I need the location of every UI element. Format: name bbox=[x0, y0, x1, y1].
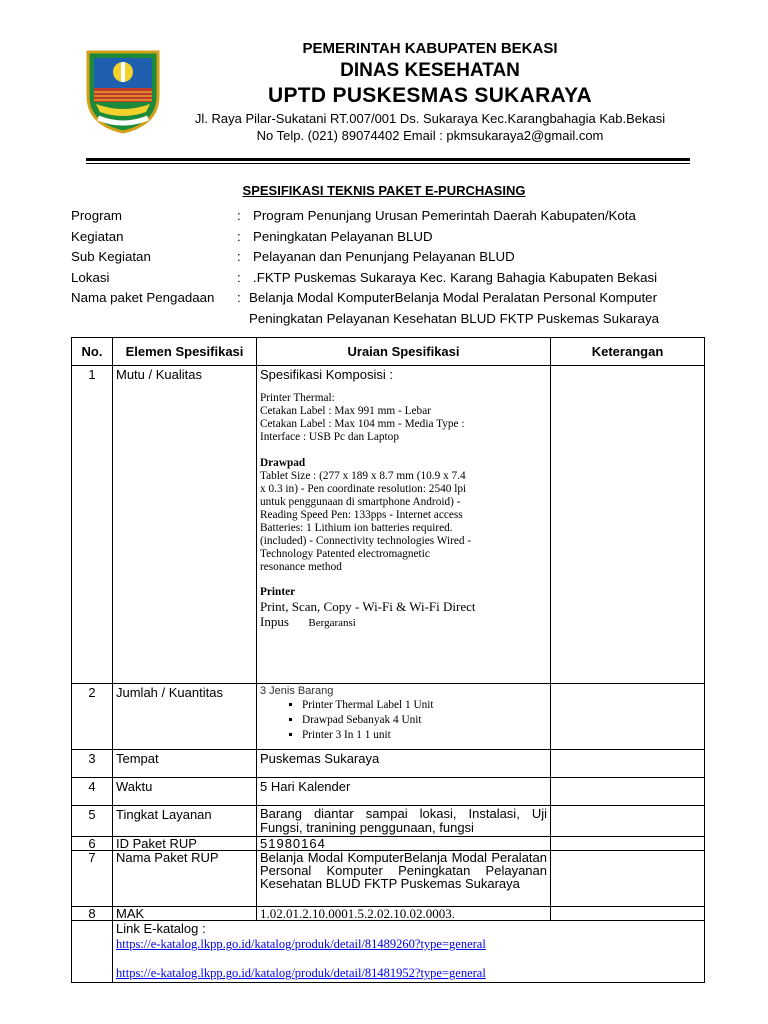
spec-line: Inpus bbox=[260, 614, 289, 629]
info-key: Lokasi bbox=[71, 269, 110, 285]
table-row bbox=[72, 684, 705, 750]
row-remarks bbox=[551, 778, 705, 806]
info-key: Kegiatan bbox=[71, 228, 124, 244]
row-description: 1.02.01.2.10.0001.5.2.02.10.02.0003. bbox=[257, 907, 551, 921]
info-row-sub-kegiatan: Sub Kegiatan : Pelayanan dan Penunjang Pelayanan BLUD bbox=[71, 249, 515, 264]
department-name: DINAS KESEHATAN bbox=[340, 60, 520, 81]
row-element: Tingkat Layanan bbox=[113, 806, 257, 837]
row-description bbox=[257, 684, 551, 750]
institution-name: UPTD PUSKESMAS SUKARAYA bbox=[268, 84, 592, 107]
info-key: Nama paket Pengadaan bbox=[71, 290, 215, 305]
row-element: Waktu bbox=[113, 778, 257, 806]
row-element: Tempat bbox=[113, 750, 257, 778]
row-number: 6 bbox=[72, 837, 113, 851]
col-header-no: No. bbox=[72, 338, 113, 366]
spec-line: Technology Patented electromagnetic bbox=[260, 548, 430, 560]
row-element: Nama Paket RUP bbox=[113, 851, 257, 907]
row-number: 4 bbox=[72, 778, 113, 806]
spec-intro: Spesifikasi Komposisi : bbox=[260, 367, 393, 382]
ekatalog-links bbox=[113, 921, 705, 983]
table-row bbox=[72, 837, 705, 851]
package-info bbox=[71, 208, 711, 331]
list-item: ▪ Drawpad Sebanyak 4 Unit bbox=[302, 713, 547, 728]
row-number: 7 bbox=[72, 851, 113, 907]
spec-line: Batteries: 1 Lithium ion batteries required. bbox=[260, 522, 453, 534]
info-value: Belanja Modal KomputerBelanja Modal Peralatan Personal Komputer bbox=[249, 290, 658, 305]
table-row bbox=[72, 921, 705, 983]
row-number: 5 bbox=[72, 806, 113, 837]
spec-line: Cetakan Label : Max 991 mm - Lebar bbox=[260, 405, 431, 417]
row-description: Belanja Modal KomputerBelanja Modal Peralatan Personal Komputer Peningkatan Pelayanan Kesehatan BLUD FKTP Puskemas Sukaraya bbox=[257, 851, 551, 907]
row-remarks bbox=[551, 851, 705, 907]
row-element: Mutu / Kualitas bbox=[113, 366, 257, 684]
printer-thermal-title: Printer Thermal bbox=[260, 392, 332, 404]
spec-line: resonance method bbox=[260, 561, 342, 573]
table-row bbox=[72, 907, 705, 921]
drawpad-title: Drawpad bbox=[260, 457, 306, 469]
spec-line: Print, Scan, Copy - Wi-Fi & Wi-Fi Direct bbox=[260, 599, 476, 614]
info-row-nama-paket-cont bbox=[71, 311, 711, 332]
info-key: Program bbox=[71, 208, 122, 223]
col-header-description: Uraian Spesifikasi bbox=[257, 338, 551, 366]
ekatalog-label: Link E-katalog : bbox=[116, 921, 206, 936]
header-rule-thin bbox=[86, 163, 690, 164]
row-element: ID Paket RUP bbox=[113, 837, 257, 851]
row-remarks bbox=[551, 366, 705, 684]
spec-line: Tablet Size : (277 x 189 x 8.7 mm (10.9 x 7.4 bbox=[260, 470, 466, 482]
table-row bbox=[72, 851, 705, 907]
info-value: Pelayanan dan Penunjang Pelayanan BLUD bbox=[253, 249, 515, 264]
document-title: SPESIFIKASI TEKNIS PAKET E-PURCHASING bbox=[242, 183, 526, 198]
table-row bbox=[72, 366, 705, 684]
row-description: 51980164 bbox=[257, 837, 551, 851]
row-number: 8 bbox=[72, 907, 113, 921]
ekatalog-link-1[interactable]: https://e-katalog.lkpp.go.id/katalog/produk/detail/81489260?type=general bbox=[116, 937, 486, 951]
table-header-row bbox=[72, 338, 705, 366]
col-header-element: Elemen Spesifikasi bbox=[113, 338, 257, 366]
row-number: 1 bbox=[72, 366, 113, 684]
row-remarks bbox=[551, 837, 705, 851]
ekatalog-link-2[interactable]: https://e-katalog.lkpp.go.id/katalog/produk/detail/81481952?type=general bbox=[116, 966, 486, 980]
info-row-nama-paket: Nama paket Pengadaan : Belanja Modal KomputerBelanja Modal Peralatan Personal Komputer bbox=[71, 290, 658, 305]
header-rule-thick bbox=[86, 158, 690, 161]
warranty-text: Bergaransi bbox=[308, 617, 356, 629]
row-remarks bbox=[551, 806, 705, 837]
row-remarks bbox=[551, 907, 705, 921]
info-value: Program Penunjang Urusan Pemerintah Daerah Kabupaten/Kota bbox=[253, 208, 636, 223]
bekasi-regency-logo bbox=[80, 48, 166, 134]
info-value: .FKTP Puskemas Sukaraya Kec. Karang Bahagia Kabupaten Bekasi bbox=[253, 269, 658, 285]
row-remarks bbox=[551, 750, 705, 778]
table-row bbox=[72, 750, 705, 778]
address: Jl. Raya Pilar-Sukatani RT.007/001 Ds. Sukaraya Kec.Karangbahagia Kab.Bekasi bbox=[194, 111, 666, 126]
list-item: ▪ Printer 3 In 1 1 unit bbox=[302, 728, 547, 743]
row-element: Jumlah / Kuantitas bbox=[113, 684, 257, 750]
table-row bbox=[72, 778, 705, 806]
row-element: MAK bbox=[113, 907, 257, 921]
government-name: PEMERINTAH KABUPATEN BEKASI bbox=[302, 40, 558, 57]
table-row bbox=[72, 806, 705, 837]
info-value: Peningkatan Pelayanan BLUD bbox=[253, 228, 433, 244]
info-value: Peningkatan Pelayanan Kesehatan BLUD FKTP Puskemas Sukaraya bbox=[249, 310, 659, 326]
spec-line: (included) - Connectivity technologies Wired - bbox=[260, 535, 472, 547]
col-header-remarks: Keterangan bbox=[551, 338, 705, 366]
list-item: ▪ Printer Thermal Label 1 Unit bbox=[302, 698, 547, 713]
info-row-lokasi: Lokasi : .FKTP Puskemas Sukaraya Kec. Karang Bahagia Kabupaten Bekasi bbox=[71, 269, 658, 285]
spec-line: Cetakan Label : Max 104 mm - Media Type : bbox=[260, 418, 465, 430]
row-number: 2 bbox=[72, 684, 113, 750]
contact-info: No Telp. (021) 89074402 Email : pkmsukaraya2@gmail.com bbox=[256, 128, 604, 143]
row-remarks bbox=[551, 684, 705, 750]
printer-title: Printer bbox=[260, 586, 296, 598]
spec-line: untuk penggunaan di smartphone Android) - bbox=[260, 496, 461, 508]
spec-line: Reading Speed Pen: 133pps - Internet access bbox=[260, 509, 463, 521]
row-description: Spesifikasi Komposisi : Printer Thermal: Cetakan Label : Max 991 mm - Lebar Cetakan Label : Max 104 mm - Media Type : Interface : USB Pc dan Laptop Drawpad Tablet Size : (277 x 189 x 8.7 mm (10.9 x 7.4 x 0.3 in) - Pen coordinate resolution: 2540 lpi untuk penggunaan di smartphone Android) - Reading Speed Pen: 133pps - Internet access Batteries: 1 Lithium ion batteries required. (included) - Connectivity technologies Wired - Technology Patented electromagnetic resonance method Printer Print, Scan, Copy - Wi-Fi & Wi-Fi Direct Inpus Bergaransi bbox=[257, 366, 551, 684]
row-description: Barang diantar sampai lokasi, Instalasi, Uji Fungsi, tranining penggunaan, fungsi bbox=[257, 806, 551, 837]
row-description: 5 Hari Kalender bbox=[257, 778, 551, 806]
quantity-intro: 3 Jenis Barang bbox=[260, 685, 334, 697]
info-row-program: Program : Program Penunjang Urusan Pemerintah Daerah Kabupaten/Kota bbox=[71, 208, 636, 223]
info-key: Sub Kegiatan bbox=[71, 249, 151, 264]
spec-line: x 0.3 in) - Pen coordinate resolution: 2540 lpi bbox=[260, 483, 467, 495]
info-row-kegiatan: Kegiatan : Peningkatan Pelayanan BLUD bbox=[71, 228, 433, 244]
row-description: Puskemas Sukaraya bbox=[257, 750, 551, 778]
specification-table bbox=[71, 337, 705, 983]
item-list bbox=[260, 698, 547, 743]
row-number: 3 bbox=[72, 750, 113, 778]
spec-line: Interface : USB Pc dan Laptop bbox=[260, 431, 399, 443]
